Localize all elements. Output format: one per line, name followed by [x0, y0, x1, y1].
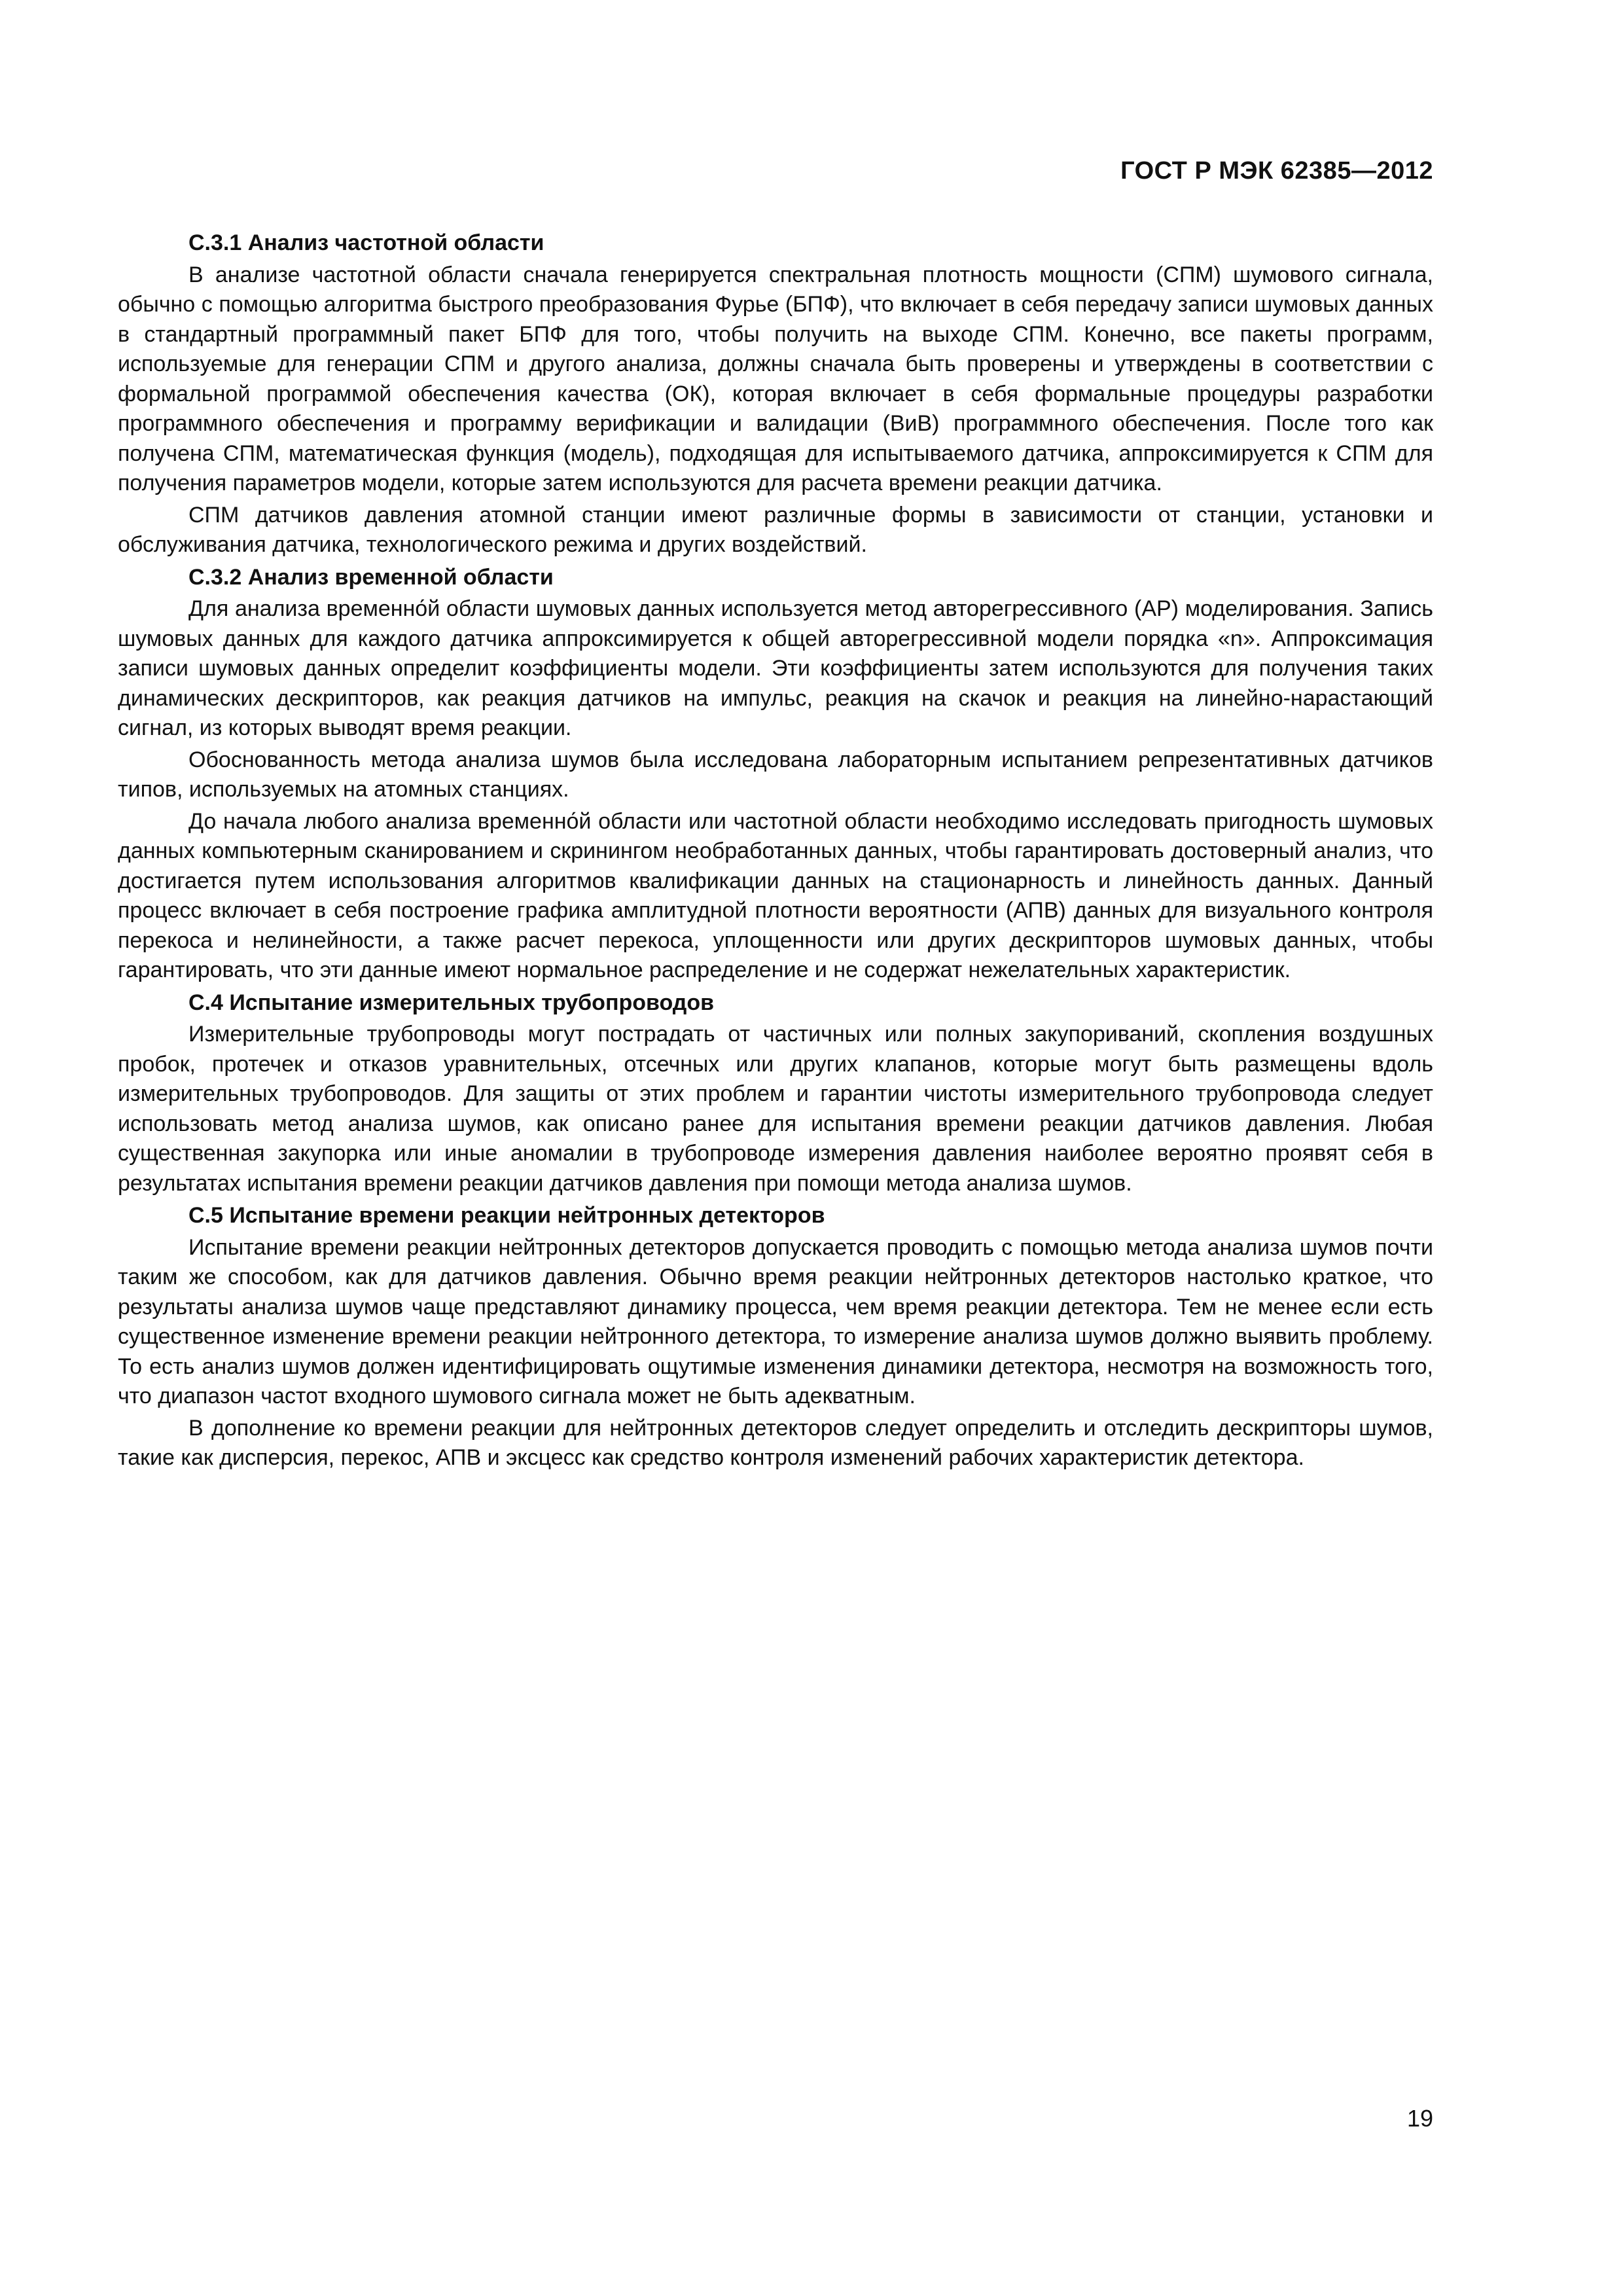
section-c-3-2	[118, 563, 1433, 986]
section-heading: С.4 Испытание измерительных трубопроводов	[188, 990, 715, 1015]
paragraph: Испытание времени реакции нейтронных детекторов допускается проводить с помощью метода анализа шумов почти таким же способом, как для датчиков давления. Обычно время реакции нейтронных детекторов настолько краткое, что результаты анализа шумов чаще представляют динамику процесса, чем время реакции детектора. Тем не менее если есть существенное изменение времени реакции нейтронного детектора, то измерение анализа шумов должно выявить проблему. То есть анализ шумов должен идентифицировать ощутимые изменения динамики детектора, несмотря на возможность того, что диапазон частот входного шумового сигнала может не быть адекватным.	[118, 1234, 1433, 1408]
paragraph: В анализе частотной области сначала генерируется спектральная плотность мощности (СПМ) шумового сигнала, обычно с помощью алгоритма быстрого преобразования Фурье (БПФ), что включает в себя передачу записи шумовых данных в стандартный программный пакет БПФ для того, чтобы получить на выходе СПМ. Конечно, все пакеты программ, используемые для генерации СПМ и другого анализа, должны сначала быть проверены и утверждены в соответствии с формальной программой обеспечения качества (ОК), которая включает в себя формальные процедуры разработки программного обеспечения и программу верификации и валидации (ВиВ) программного обеспечения. После того как получена СПМ, математическая функция (модель), подходящая для испытываемого датчика, аппроксимируется к СПМ для получения параметров модели, которые затем используются для расчета времени реакции датчика.	[118, 262, 1433, 495]
document-body	[118, 226, 1433, 1475]
section-heading: С.3.1 Анализ частотной области	[188, 230, 544, 255]
paragraph: До начала любого анализа временно́й области или частотной области необходимо исследовать пригодность шумовых данных компьютерным сканированием и скринингом необработанных данных, чтобы гарантировать достоверный анализ, что достигается путем использования алгоритмов квалификации данных на стационарность и линейность данных. Данный процесс включает в себя построение графика амплитудной плотности вероятности (АПВ) данных для визуального контроля перекоса и нелинейности, а также расчет перекоса, уплощенности или других дескрипторов шумовых данных, чтобы гарантировать, что эти данные имеют нормальное распределение и не содержат нежелательных характеристик.	[118, 808, 1433, 982]
section-c-5	[118, 1201, 1433, 1473]
document-header: ГОСТ Р МЭК 62385—2012	[1120, 157, 1433, 185]
section-heading: С.5 Испытание времени реакции нейтронных детекторов	[188, 1203, 825, 1228]
paragraph: Измерительные трубопроводы могут пострадать от частичных или полных закупориваний, скопления воздушных пробок, протечек и отказов уравнительных, отсечных или других клапанов, которые могут быть размещены вдоль измерительных трубопроводов. Для защиты от этих проблем и гарантии чистоты измерительного трубопровода следует использовать метод анализа шумов, как описано ранее для испытания времени реакции датчиков давления. Любая существенная закупорка или иные аномалии в трубопроводе измерения давления наиболее вероятно проявят себя в результатах испытания времени реакции датчиков давления при помощи метода анализа шумов.	[118, 1022, 1433, 1196]
paragraph: В дополнение ко времени реакции для нейтронных детекторов следует определить и отследить дескрипторы шумов, такие как дисперсия, перекос, АПВ и эксцесс как средство контроля изменений рабочих характеристик детектора.	[118, 1415, 1433, 1470]
section-c-4	[118, 988, 1433, 1199]
paragraph: СПМ датчиков давления атомной станции имеют различные формы в зависимости от станции, установки и обслуживания датчика, технологического режима и других воздействий.	[118, 502, 1433, 557]
paragraph: Обоснованность метода анализа шумов была исследована лабораторным испытанием репрезентативных датчиков типов, используемых на атомных станциях.	[118, 747, 1433, 802]
paragraph: Для анализа временно́й области шумовых данных используется метод авторегрессивного (АР) моделирования. Запись шумовых данных для каждого датчика аппроксимируется к общей авторегрессивной модели порядка «n». Аппроксимация записи шумовых данных определит коэффициенты модели. Эти коэффициенты затем используются для получения таких динамических дескрипторов, как реакция датчиков на импульс, реакция на скачок и реакция на линейно-нарастающий сигнал, из которых выводят время реакции.	[118, 596, 1433, 740]
section-heading: С.3.2 Анализ временной области	[188, 564, 554, 590]
section-c-3-1	[118, 228, 1433, 560]
page-number: 19	[1406, 2105, 1433, 2132]
